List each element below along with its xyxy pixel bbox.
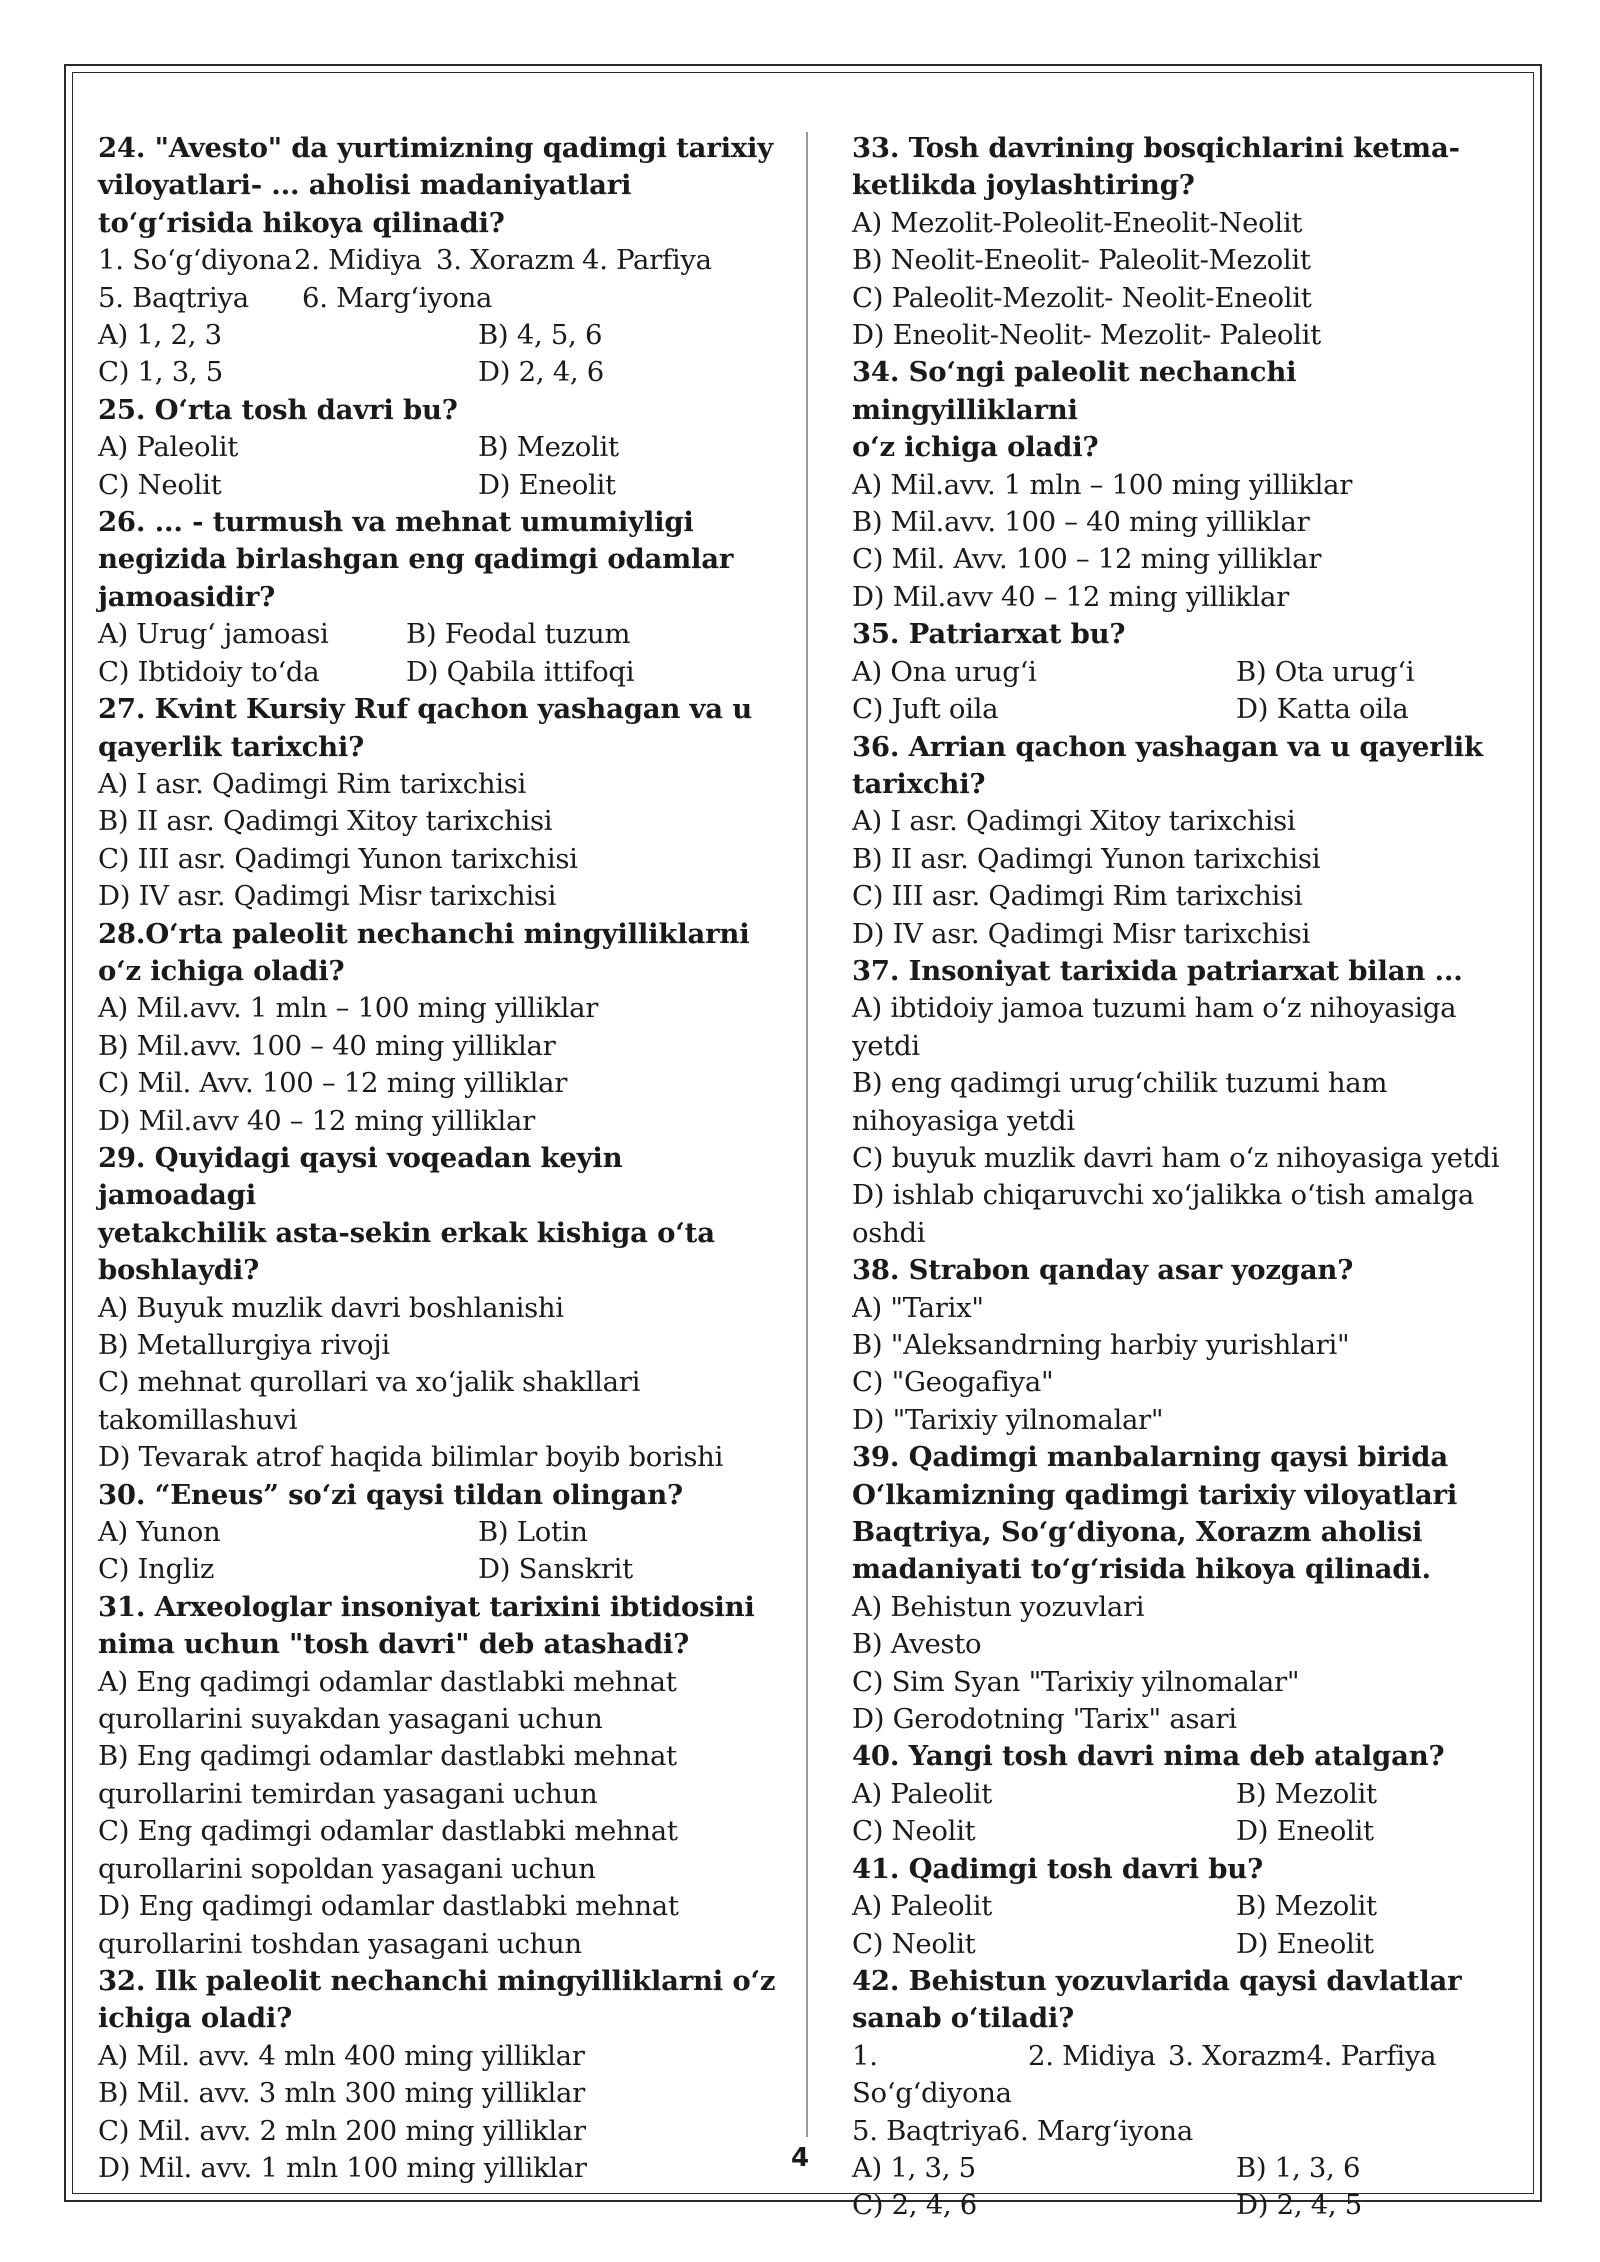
option-b: B) Mil.avv. 100 – 40 ming yilliklar — [852, 506, 1310, 539]
option-a: A) "Tarix" — [852, 1291, 984, 1324]
option-a: A) I asr. Qadimgi Rim tarixchisi — [98, 767, 527, 800]
right-column — [852, 130, 1512, 2225]
option-b: B) Eng qadimgi odamlar dastlabki mehnat — [98, 1740, 677, 1773]
option-b: B) II asr. Qadimgi Yunon tarixchisi — [852, 842, 1321, 875]
option-row — [852, 1776, 1512, 1813]
option-b: B) Avesto — [852, 1628, 982, 1661]
question-32 — [98, 1963, 778, 2187]
option-c-continued: qurollarini sopoldan yasagani uchun — [98, 1852, 596, 1885]
question-title: nima uchun "tosh davri" deb atashadi? — [98, 1628, 690, 1661]
question-25 — [98, 392, 778, 504]
option-a-continued: yetdi — [852, 1029, 920, 1062]
option-a: A) Behistun yozuvlari — [852, 1590, 1145, 1623]
option-row — [98, 467, 778, 504]
option-row — [98, 616, 778, 653]
question-title: 31. Arxeologlar insoniyat tarixini ibtidosini — [98, 1590, 755, 1623]
option-c: C) Sim Syan "Tarixiy yilnomalar" — [852, 1665, 1300, 1698]
question-title: o‘z ichiga oladi? — [852, 431, 1099, 464]
question-title: ketlikda joylashtiring? — [852, 169, 1195, 202]
option-d-continued: oshdi — [852, 1216, 926, 1249]
option-a: A) Mil.avv. 1 mln – 100 ming yilliklar — [98, 992, 599, 1025]
option-c: C) Neolit — [98, 468, 222, 501]
option-d: D) Tevarak atrof haqida bilimlar boyib borishi — [98, 1441, 724, 1474]
question-title: madaniyati to‘g‘risida hikoya qilinadi. — [852, 1553, 1431, 1586]
option-a: A) ibtidoiy jamoa tuzumi ham o‘z nihoyasiga — [852, 992, 1457, 1025]
question-title: 42. Behistun yozuvlarida qaysi davlatlar — [852, 1964, 1462, 1997]
option-d: D) 2, 4, 5 — [1236, 2189, 1362, 2222]
question-35 — [852, 616, 1512, 728]
option-row — [852, 2150, 1512, 2187]
option-row — [852, 1926, 1512, 1963]
question-title: jamoasidir? — [98, 580, 276, 613]
question-27 — [98, 691, 778, 915]
option-b: B) Mezolit — [1236, 1777, 1377, 1810]
question-title: sanab o‘tiladi? — [852, 2002, 1075, 2035]
option-d: D) Eneolit — [1236, 1815, 1374, 1848]
option-b: B) Mezolit — [1236, 1890, 1377, 1923]
option-row — [852, 654, 1512, 691]
option-a-continued: qurollarini suyakdan yasagani uchun — [98, 1703, 603, 1736]
option-d: D) ishlab chiqaruvchi xo‘jalikka o‘tish amalga — [852, 1179, 1474, 1212]
option-b: B) Ota urug‘i — [1236, 655, 1415, 688]
question-title: 34. So‘ngi paleolit nechanchi mingyilliklarni — [852, 356, 1297, 426]
list-item: 5. Baqtriya6. Marg‘iyona — [852, 2114, 1193, 2147]
question-29 — [98, 1140, 778, 1477]
option-b: B) eng qadimgi urug‘chilik tuzumi ham — [852, 1067, 1388, 1100]
list-item: 3. Xorazm4. Parfiya — [1168, 2039, 1437, 2072]
option-d: D) Mil.avv 40 – 12 ming yilliklar — [98, 1104, 535, 1137]
option-row — [852, 1888, 1512, 1925]
question-title: 24. "Avesto" da yurtimizning qadimgi tarixiy — [98, 132, 774, 164]
option-a: A) Urug‘ jamoasi — [98, 618, 329, 651]
question-33 — [852, 130, 1512, 354]
question-title: ichiga oladi? — [98, 2002, 293, 2035]
option-b: B) 1, 3, 6 — [1236, 2151, 1361, 2184]
question-title: viloyatlari- ... aholisi madaniyatlari — [98, 169, 632, 202]
option-c: C) Juft oila — [852, 693, 999, 726]
option-d: D) IV asr. Qadimgi Misr tarixchisi — [852, 917, 1311, 950]
option-row — [98, 354, 778, 391]
option-b: B) Neolit-Eneolit- Paleolit-Mezolit — [852, 244, 1311, 277]
question-title: yetakchilik asta-sekin erkak kishiga o‘ta — [98, 1216, 715, 1249]
item-row — [98, 242, 778, 279]
question-title: negizida birlashgan eng qadimgi odamlar — [98, 543, 734, 576]
option-b: B) Mezolit — [478, 431, 619, 464]
option-d: D) Qabila ittifoqi — [406, 655, 635, 688]
option-d: D) Mil.avv 40 – 12 ming yilliklar — [852, 580, 1289, 613]
option-c: C) 2, 4, 6 — [852, 2189, 977, 2222]
list-item: 1. So‘g‘diyona — [98, 244, 292, 277]
option-a: A) 1, 3, 5 — [852, 2151, 976, 2184]
option-b-continued: qurollarini temirdan yasagani uchun — [98, 1777, 598, 1810]
question-title: 25. O‘rta tosh davri bu? — [98, 393, 458, 426]
question-title: 37. Insoniyat tarixida patriarxat bilan ... — [852, 954, 1463, 987]
left-column — [98, 130, 778, 2187]
option-d-continued: qurollarini toshdan yasagani uchun — [98, 1927, 582, 1960]
question-title: 29. Quyidagi qaysi voqeadan keyin jamoadagi — [98, 1141, 623, 1212]
question-24 — [98, 130, 778, 392]
option-c: C) 1, 3, 5 — [98, 356, 223, 389]
option-row — [852, 691, 1512, 728]
question-36 — [852, 729, 1512, 953]
option-c: C) III asr. Qadimgi Yunon tarixchisi — [98, 842, 578, 875]
option-c: C) Mil. Avv. 100 – 12 ming yilliklar — [98, 1067, 568, 1100]
option-row — [98, 317, 778, 354]
option-b: B) 4, 5, 6 — [478, 319, 603, 352]
option-a: A) Paleolit — [852, 1777, 992, 1810]
question-title: qayerlik tarixchi? — [98, 730, 365, 763]
question-39 — [852, 1439, 1512, 1738]
option-d: D) IV asr. Qadimgi Misr tarixchisi — [98, 880, 557, 913]
question-41 — [852, 1851, 1512, 1963]
option-c: C) Mil. avv. 2 mln 200 ming yilliklar — [98, 2114, 586, 2147]
question-31 — [98, 1589, 778, 1963]
option-b: B) Mil.avv. 100 – 40 ming yilliklar — [98, 1029, 556, 1062]
option-c: C) buyuk muzlik davri ham o‘z nihoyasiga yetdi — [852, 1141, 1500, 1174]
option-b: B) "Aleksandrning harbiy yurishlari" — [852, 1329, 1350, 1361]
list-item: 3. Xorazm — [436, 244, 575, 277]
question-title: 41. Qadimgi tosh davri bu? — [852, 1852, 1263, 1885]
question-title: 36. Arrian qachon yashagan va u qayerlik — [852, 730, 1483, 763]
option-d: D) Sanskrit — [478, 1553, 633, 1586]
option-c: C) III asr. Qadimgi Rim tarixchisi — [852, 880, 1303, 913]
list-item: 2. Midiya — [294, 244, 422, 277]
option-row — [852, 1813, 1512, 1850]
option-d: D) Eneolit — [478, 468, 616, 501]
option-a: A) Eng qadimgi odamlar dastlabki mehnat — [98, 1665, 677, 1698]
question-title: 39. Qadimgi manbalarning qaysi birida — [852, 1441, 1448, 1474]
option-c: C) Paleolit-Mezolit- Neolit-Eneolit — [852, 281, 1312, 314]
option-a: A) Mezolit-Poleolit-Eneolit-Neolit — [852, 206, 1303, 239]
option-b: B) Mil. avv. 3 mln 300 ming yilliklar — [98, 2077, 585, 2110]
option-a: A) Buyuk muzlik davri boshlanishi — [98, 1291, 564, 1324]
question-40 — [852, 1738, 1512, 1850]
question-title: 32. Ilk paleolit nechanchi mingyilliklarni o‘z — [98, 1964, 776, 1997]
option-c: C) mehnat qurollari va xo‘jalik shakllari — [98, 1366, 641, 1399]
question-38 — [852, 1252, 1512, 1439]
page-number: 4 — [790, 2143, 810, 2173]
option-a: A) Yunon — [98, 1516, 221, 1549]
option-c: C) Neolit — [852, 1815, 976, 1848]
option-c-continued: takomillashuvi — [98, 1403, 298, 1436]
option-b: B) Lotin — [478, 1516, 588, 1549]
option-d: D) Eng qadimgi odamlar dastlabki mehnat — [98, 1890, 679, 1923]
question-title: 35. Patriarxat bu? — [852, 618, 1126, 651]
question-30 — [98, 1477, 778, 1589]
question-title: 28.O‘rta paleolit nechanchi mingyilliklarni — [98, 917, 750, 950]
option-b: B) Feodal tuzum — [406, 618, 631, 651]
option-d: D) "Tarixiy yilnomalar" — [852, 1403, 1164, 1436]
question-title: 38. Strabon qanday asar yozgan? — [852, 1254, 1354, 1287]
question-title: 40. Yangi tosh davri nima deb atalgan? — [852, 1740, 1445, 1773]
list-item: 5. Baqtriya — [98, 281, 249, 314]
option-b: B) Metallurgiya rivoji — [98, 1329, 390, 1361]
question-title: 27. Kvint Kursiy Ruf qachon yashagan va u — [98, 693, 753, 726]
list-item: 2. Midiya — [1028, 2039, 1156, 2072]
option-d: D) Katta oila — [1236, 693, 1409, 726]
option-c: C) Ingliz — [98, 1553, 215, 1586]
option-b-continued: nihoyasiga yetdi — [852, 1104, 1075, 1137]
option-row — [852, 2187, 1512, 2224]
question-title: 33. Tosh davrining bosqichlarini ketma- — [852, 132, 1460, 164]
option-a: A) Ona urug‘i — [852, 655, 1037, 688]
list-item: 6. Marg‘iyona — [302, 281, 493, 314]
option-a: A) Mil. avv. 4 mln 400 ming yilliklar — [98, 2039, 585, 2072]
question-42 — [852, 1963, 1512, 2225]
option-a: A) Paleolit — [98, 431, 238, 464]
option-d: D) Gerodotning 'Tarix" asari — [852, 1703, 1237, 1736]
option-row — [98, 1514, 778, 1551]
option-a: A) I asr. Qadimgi Xitoy tarixchisi — [852, 805, 1296, 838]
option-c: C) Eng qadimgi odamlar dastlabki mehnat — [98, 1815, 678, 1848]
option-c: C) Ibtidoiy to‘da — [98, 655, 320, 688]
question-34 — [852, 354, 1512, 616]
question-title: 26. ... - turmush va mehnat umumiyligi — [98, 506, 694, 539]
question-37 — [852, 953, 1512, 1252]
option-b: B) II asr. Qadimgi Xitoy tarixchisi — [98, 805, 553, 838]
question-title: O‘lkamizning qadimgi tarixiy viloyatlari — [852, 1478, 1458, 1511]
option-a: A) Paleolit — [852, 1890, 992, 1923]
option-a: A) Mil.avv. 1 mln – 100 ming yilliklar — [852, 468, 1353, 501]
option-row — [98, 429, 778, 466]
question-title: o‘z ichiga oladi? — [98, 954, 345, 987]
option-d: D) Mil. avv. 1 mln 100 ming yilliklar — [98, 2151, 587, 2184]
option-c: C) Mil. Avv. 100 – 12 ming yilliklar — [852, 543, 1322, 576]
question-title: tarixchi? — [852, 767, 986, 800]
option-row — [98, 654, 778, 691]
list-item: 1. So‘g‘diyona — [852, 2039, 1012, 2110]
question-title: boshlaydi? — [98, 1254, 260, 1287]
option-row — [98, 1551, 778, 1588]
option-c: C) Neolit — [852, 1927, 976, 1960]
column-divider — [806, 132, 808, 2137]
question-title: 30. “Eneus” so‘zi qaysi tildan olingan? — [98, 1478, 683, 1511]
question-title: Baqtriya, So‘g‘diyona, Xorazm aholisi — [852, 1516, 1423, 1549]
item-row — [98, 280, 778, 317]
option-d: D) 2, 4, 6 — [478, 356, 604, 389]
option-c: C) "Geogafiya" — [852, 1366, 1054, 1399]
option-d: D) Eneolit-Neolit- Mezolit- Paleolit — [852, 319, 1321, 352]
option-d: D) Eneolit — [1236, 1927, 1374, 1960]
question-26 — [98, 504, 778, 691]
item-row — [852, 2038, 1512, 2113]
question-title: to‘g‘risida hikoya qilinadi? — [98, 206, 505, 239]
list-item: 4. Parfiya — [582, 244, 712, 277]
option-a: A) 1, 2, 3 — [98, 319, 222, 352]
question-28 — [98, 916, 778, 1140]
